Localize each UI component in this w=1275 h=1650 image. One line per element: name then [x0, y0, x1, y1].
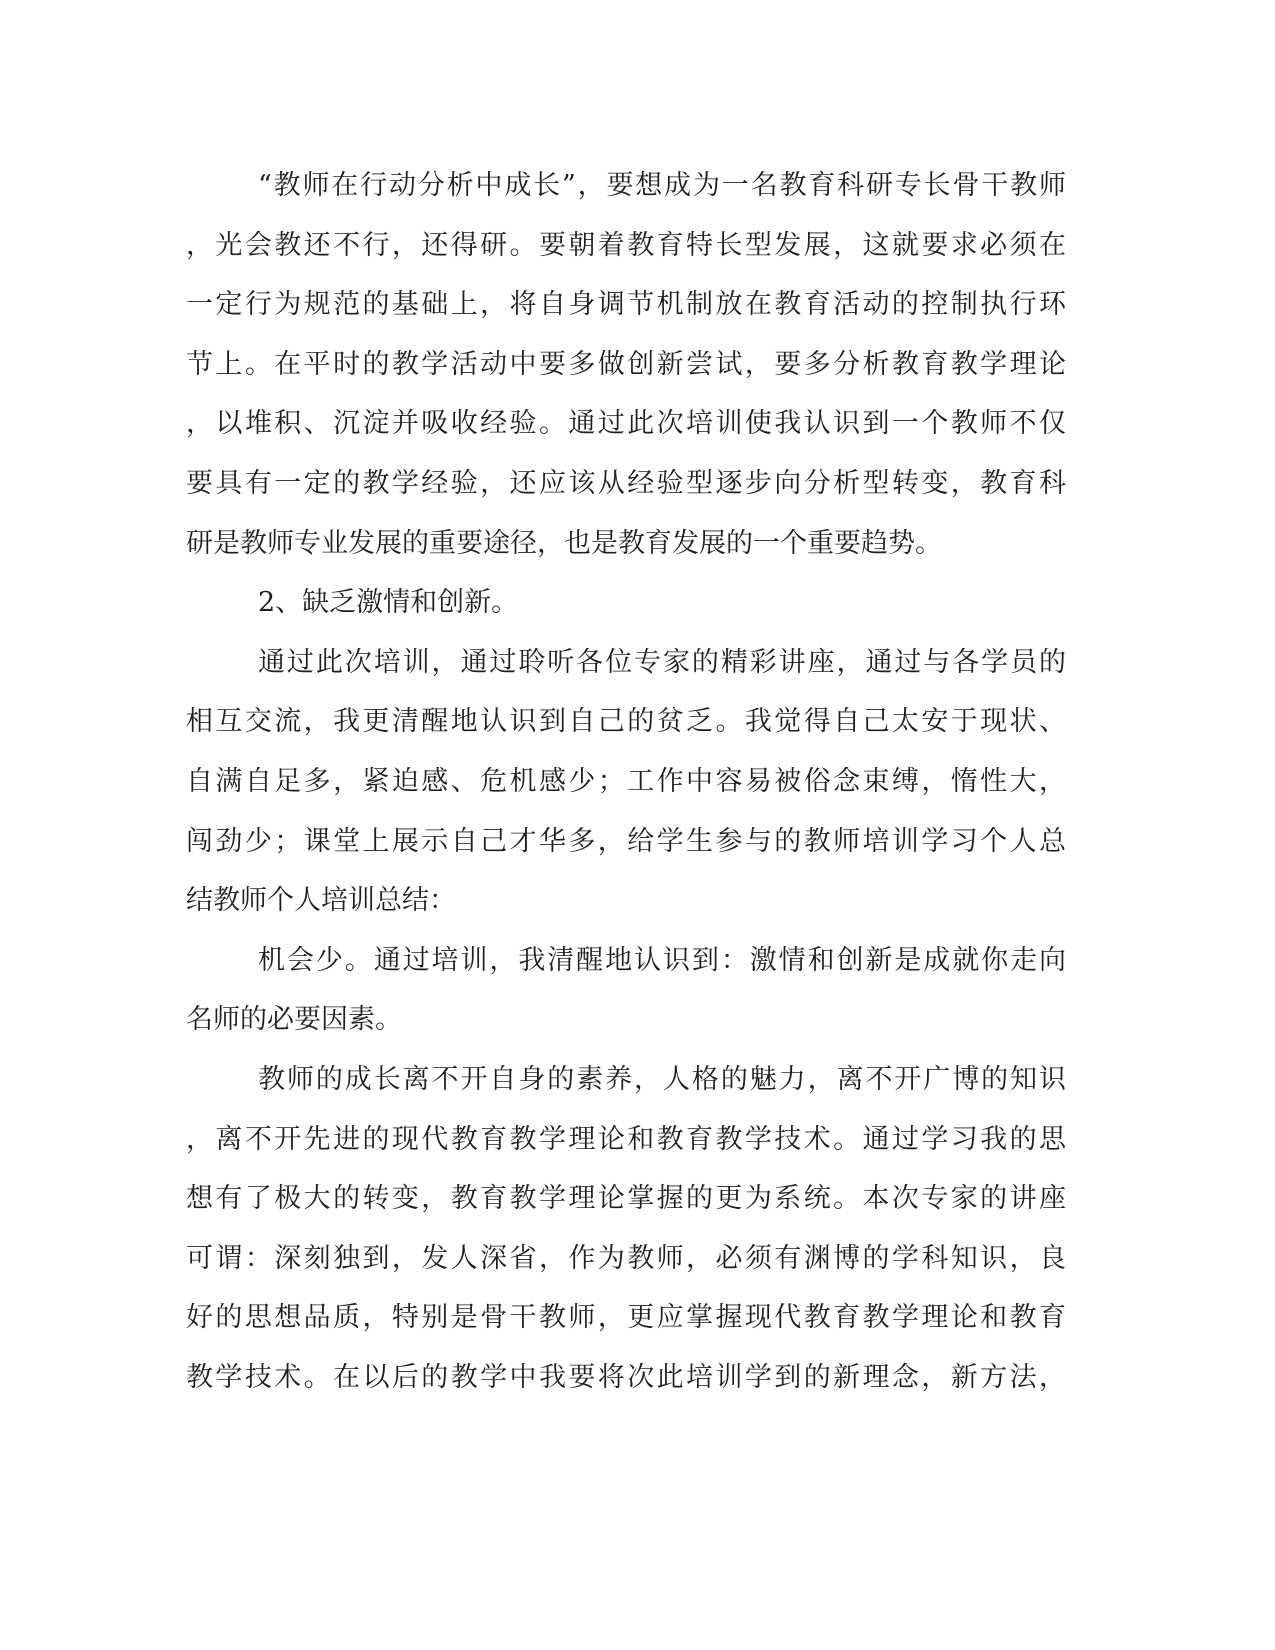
text-line: 结教师个人培训总结：: [186, 885, 456, 917]
text-line: 闯劲少；课堂上展示自己才华多，给学生参与的教师培训学习个人总: [186, 825, 1066, 857]
body-text: [186, 166, 1066, 1417]
text-line: 机会少。通过培训，我清醒地认识到：激情和创新是成就你走向: [258, 944, 1066, 976]
text-line: 自满自足多，紧迫感、危机感少；工作中容易被俗念束缚，惰性大，: [186, 765, 1066, 797]
text-line: 想有了极大的转变，教育教学理论掌握的更为系统。本次专家的讲座: [186, 1183, 1066, 1215]
text-line: ，以堆积、沉淀并吸收经验。通过此次培训使我认识到一个教师不仅: [186, 408, 1066, 440]
text-line: 教师的成长离不开自身的素养，人格的魅力，离不开广博的知识: [258, 1063, 1066, 1095]
text-line: 教学技术。在以后的教学中我要将次此培训学到的新理念，新方法，: [186, 1361, 1066, 1393]
text-line: 可谓：深刻独到，发人深省，作为教师，必须有渊博的学科知识，良: [186, 1242, 1066, 1274]
text-line: 通过此次培训，通过聆听各位专家的精彩讲座，通过与各学员的: [258, 646, 1066, 678]
text-line: 一定行为规范的基础上，将自身调节机制放在教育活动的控制执行环: [186, 289, 1066, 321]
text-line: ，离不开先进的现代教育教学理论和教育教学技术。通过学习我的思: [186, 1123, 1066, 1155]
text-line: 要具有一定的教学经验，还应该从经验型逐步向分析型转变，教育科: [186, 467, 1066, 499]
text-line: 节上。在平时的教学活动中要多做创新尝试，要多分析教育教学理论: [186, 348, 1066, 380]
text-line: 好的思想品质，特别是骨干教师，更应掌握现代教育教学理论和教育: [186, 1302, 1066, 1334]
text-line: 研是教师专业发展的重要途径，也是教育发展的一个重要趋势。: [186, 527, 942, 559]
text-line: 相互交流，我更清醒地认识到自己的贫乏。我觉得自己太安于现状、: [186, 706, 1066, 738]
text-line: ，光会教还不行，还得研。要朝着教育特长型发展，这就要求必须在: [186, 229, 1066, 261]
text-line: 名师的必要因素。: [186, 1004, 402, 1036]
text-line: “教师在行动分析中成长”，要想成为一名教育科研专长骨干教师: [258, 170, 1066, 201]
text-line: 2、缺乏激情和创新。: [258, 587, 519, 619]
